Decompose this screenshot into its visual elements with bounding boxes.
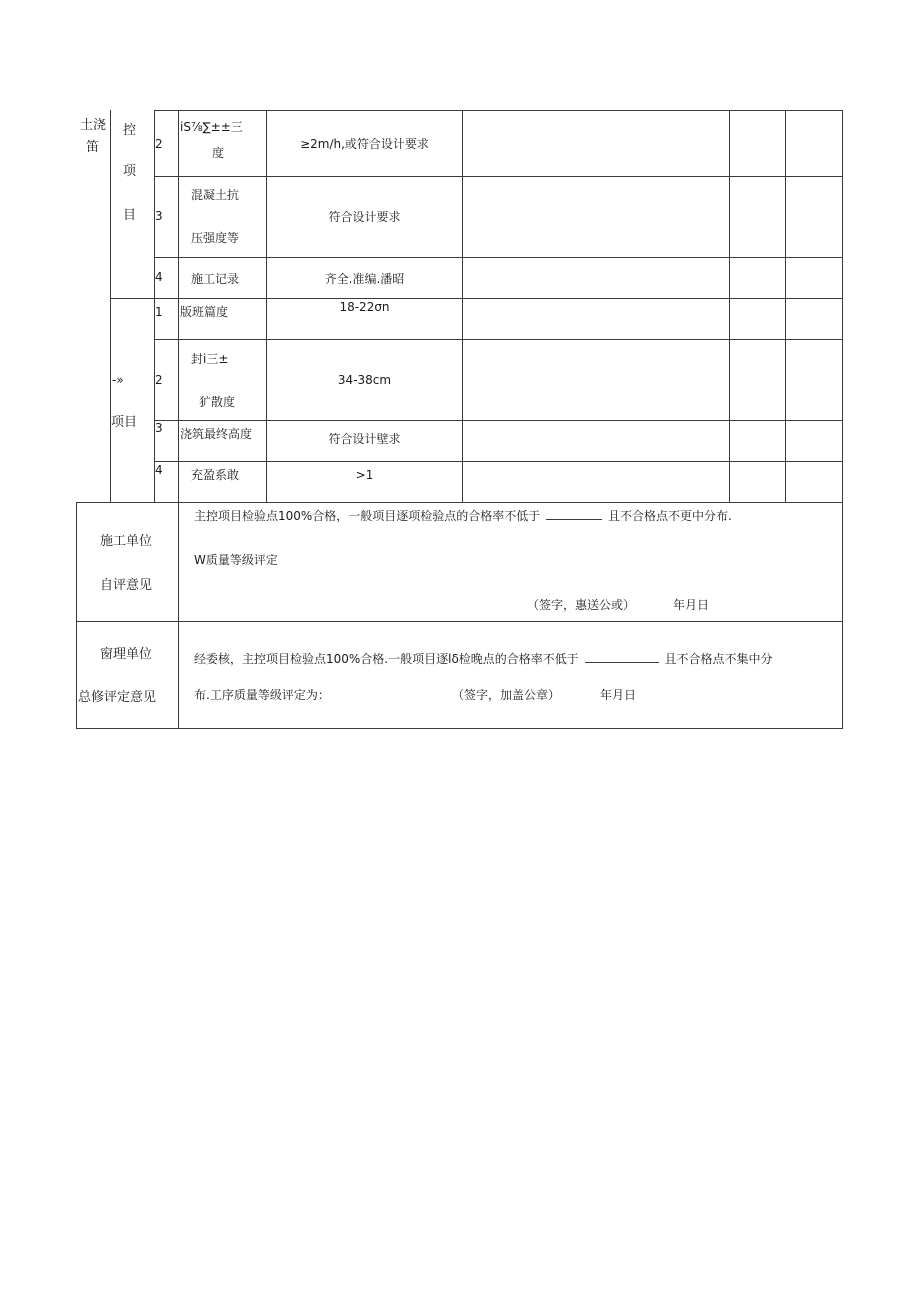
pass-rate-blank[interactable] (585, 652, 659, 663)
standard-value: 齐全.准编.潘昭 (324, 272, 405, 286)
item-name: 施工记录 (191, 272, 240, 286)
item-name-cont: 压强度等 (191, 231, 240, 245)
construction-unit-label: 施工单位 (100, 534, 153, 549)
row-number: 2 (155, 137, 163, 151)
item-name: 混凝土抗 (191, 188, 240, 202)
general-group-label: 项目 (111, 415, 138, 430)
date-label: 年月日 (600, 688, 637, 702)
row-number: 1 (155, 305, 163, 319)
category-label-line1: 土浇 (80, 118, 107, 133)
standard-value: >1 (355, 468, 374, 482)
supervision-unit-label-cont: 总修评定意见 (78, 690, 157, 705)
item-name: iS⅞∑±±三 (180, 120, 243, 134)
standard-value: 34-38cm (337, 373, 392, 387)
row-number: 4 (155, 270, 163, 284)
construction-opinion-text: 主控项目检验点100%合格，一般项目逐项检验点的合格率不低于 且不合格点不更中分布. (194, 509, 732, 523)
standard-value: 符合设计壁求 (328, 432, 401, 446)
row-number: 3 (155, 421, 163, 435)
main-group-char1: 控 (123, 123, 137, 138)
main-group-char2: 项 (123, 164, 137, 179)
row-number: 2 (155, 373, 163, 387)
quality-grade-text: 布.工序质量等级评定为： (194, 688, 330, 702)
item-name: 版班篇度 (180, 305, 229, 319)
signature-note: （签字，加盖公章） (452, 688, 561, 702)
general-group-mark: -» (112, 373, 124, 387)
pass-rate-blank[interactable] (546, 509, 602, 520)
item-name: 充盈系敢 (191, 468, 240, 482)
item-name: 封i三± (191, 352, 229, 366)
row-number: 4 (155, 463, 163, 477)
quality-grade-text: W质量等级评定 (194, 553, 278, 567)
standard-value: 符合设计要求 (328, 210, 401, 224)
item-name-cont: 犷散度 (199, 395, 236, 409)
construction-unit-label-cont: 自评意见 (100, 578, 153, 593)
supervision-unit-label: 窗理单位 (100, 647, 153, 662)
date-label: 年月日 (673, 598, 710, 612)
standard-value: 18-22σn (339, 300, 390, 314)
main-group-char3: 目 (123, 208, 137, 223)
category-label-line2: 笛 (86, 140, 100, 155)
standard-value: ≥2m∕h,或符合设计要求 (300, 137, 429, 151)
item-name: 浇筑最终高度 (180, 427, 253, 441)
item-name-cont: 度 (212, 146, 225, 160)
supervision-opinion-text: 经委核，主控项目检验点100%合格.一般项目逐lδ检晚点的合格率不低于 且不合格点不集中分 (194, 652, 773, 666)
row-number: 3 (155, 209, 163, 223)
signature-note: （签字，惠送公或） (527, 598, 636, 612)
